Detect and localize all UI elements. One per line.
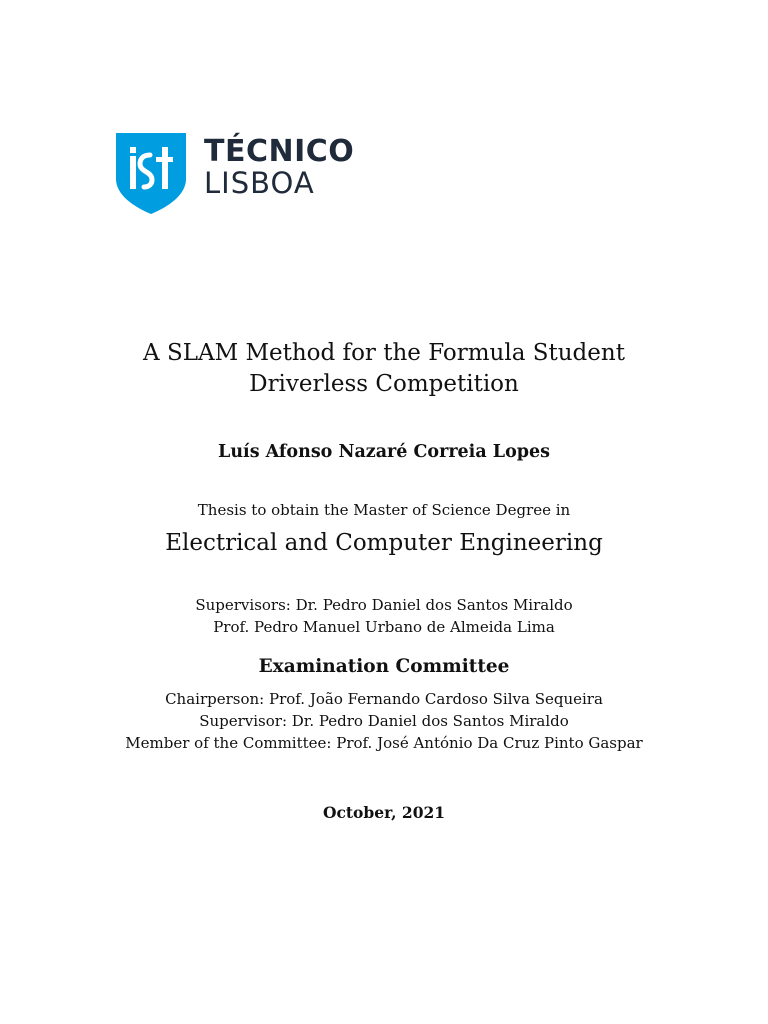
ist-shield-icon xyxy=(116,133,186,215)
ist-logo xyxy=(116,133,355,215)
title-line-1: A SLAM Method for the Formula Student xyxy=(143,340,625,366)
committee-member: Member of the Committee: Prof. José António Da Cruz Pinto Gaspar xyxy=(125,734,643,752)
degree-name: Electrical and Computer Engineering xyxy=(165,530,603,556)
committee-chairperson: Chairperson: Prof. João Fernando Cardoso Silva Sequeira xyxy=(165,690,603,708)
logo-wordmark-lisboa: LISBOA xyxy=(204,166,315,200)
committee-heading: Examination Committee xyxy=(258,656,510,677)
supervisors-line-1: Supervisors: Dr. Pedro Daniel dos Santos Miraldo xyxy=(195,596,573,614)
committee-supervisor: Supervisor: Dr. Pedro Daniel dos Santos Miraldo xyxy=(199,712,569,730)
committee-block xyxy=(0,688,768,754)
submission-date: October, 2021 xyxy=(322,803,446,822)
logo-wordmark-tecnico: TÉCNICO xyxy=(204,134,355,169)
supervisors-line-2: Prof. Pedro Manuel Urbano de Almeida Lima xyxy=(213,618,555,636)
author-name: Luís Afonso Nazaré Correia Lopes xyxy=(218,442,550,462)
thesis-title xyxy=(0,338,768,400)
degree-intro: Thesis to obtain the Master of Science Degree in xyxy=(197,501,571,519)
supervisors-block xyxy=(0,594,768,638)
title-line-2: Driverless Competition xyxy=(249,371,519,397)
